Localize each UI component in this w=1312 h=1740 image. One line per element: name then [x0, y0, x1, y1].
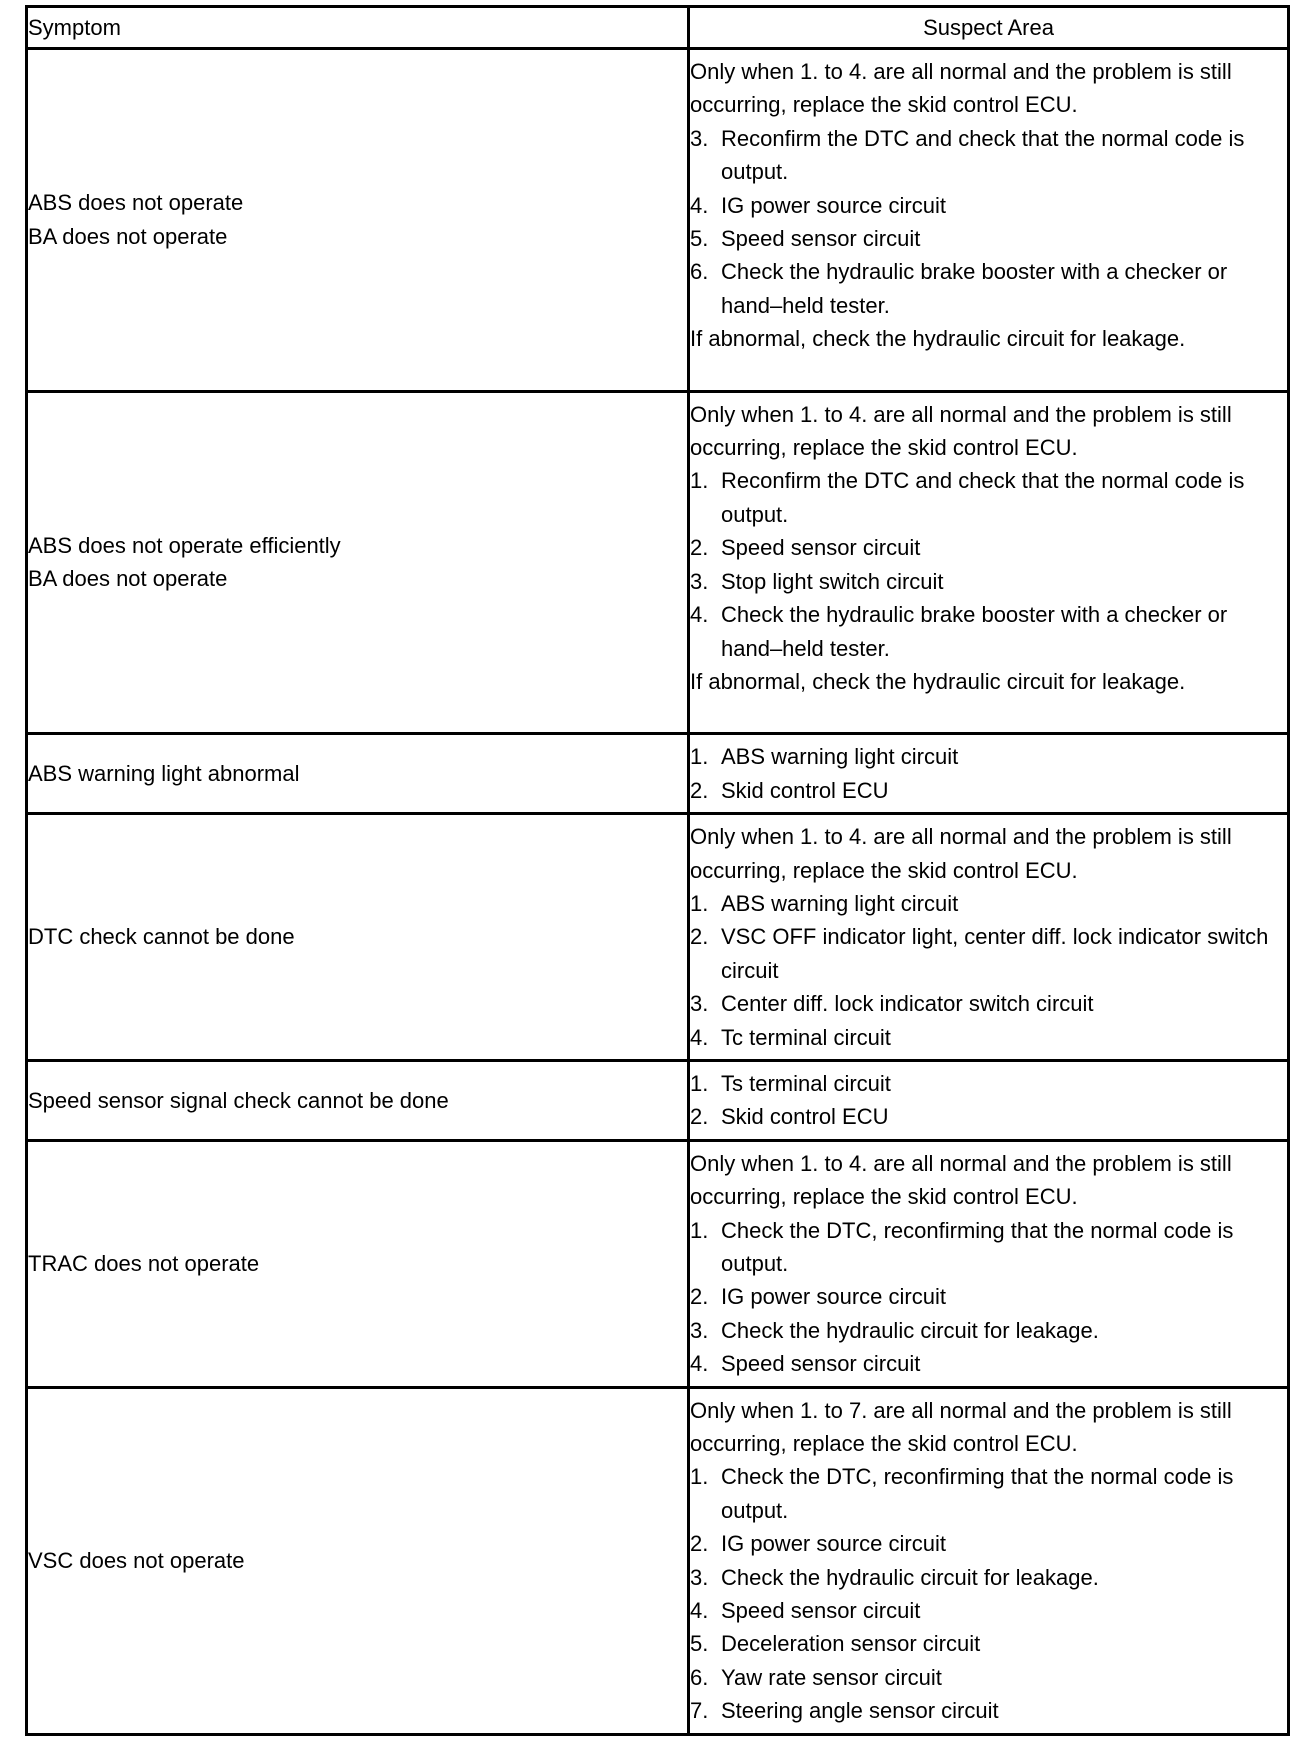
- suspect-area-cell: [689, 391, 1289, 734]
- suspect-list-item: [690, 1021, 1287, 1054]
- symptom-text: ABS does not operate efficiently: [28, 533, 341, 559]
- item-text: VSC OFF indicator light, center diff. lock indicator switch circuit: [721, 924, 1269, 983]
- suspect-area-content: [690, 1062, 1287, 1139]
- table-row: [27, 734, 1289, 814]
- suspect-area-cell: [689, 1140, 1289, 1387]
- suspect-list-item: [690, 1527, 1287, 1560]
- symptom-cell: [27, 814, 689, 1061]
- suspect-area-cell: [689, 814, 1289, 1061]
- suspect-list-item: [690, 1280, 1287, 1313]
- suspect-list-item: [690, 1661, 1287, 1694]
- suspect-list-item: [690, 122, 1287, 189]
- item-number: 2.: [690, 1104, 709, 1130]
- item-text: IG power source circuit: [721, 1531, 946, 1557]
- symptom-cell: [27, 1140, 689, 1387]
- suspect-list-item: [690, 887, 1287, 920]
- table-row: [27, 1140, 1289, 1387]
- item-text: Tc terminal circuit: [721, 1024, 891, 1050]
- item-number: 4.: [690, 1351, 709, 1377]
- suspect-list-item: [690, 598, 1287, 665]
- item-number: 1.: [690, 468, 709, 494]
- item-text: Stop light switch circuit: [721, 568, 944, 594]
- header-row: [27, 7, 1289, 49]
- item-text: Reconfirm the DTC and check that the normal code is output.: [721, 468, 1245, 527]
- symptom-text: ABS warning light abnormal: [28, 761, 300, 787]
- symptom-text: TRAC does not operate: [28, 1251, 260, 1276]
- item-text: Steering angle sensor circuit: [721, 1698, 999, 1724]
- symptom-cell: [27, 734, 689, 814]
- item-text: Speed sensor circuit: [721, 1598, 921, 1624]
- suspect-list-item: [690, 1067, 1287, 1100]
- suspect-list-item: [690, 1561, 1287, 1594]
- item-number: 6.: [690, 1664, 709, 1690]
- table-row: [27, 1387, 1289, 1734]
- table-body: [27, 49, 1289, 1735]
- table-row: [27, 1060, 1289, 1140]
- symptom-cell: [27, 391, 689, 734]
- item-text: Yaw rate sensor circuit: [721, 1664, 942, 1690]
- item-number: 5.: [690, 1631, 709, 1657]
- symptom-text: VSC does not operate: [28, 1547, 245, 1573]
- suspect-area-content: [690, 1389, 1287, 1733]
- symptom-text: ABS does not operate: [28, 190, 244, 216]
- symptom-text: BA does not operate: [28, 566, 228, 592]
- item-number: 4.: [690, 1598, 709, 1624]
- suspect-followup-note: If abnormal, check the hydraulic circuit for leakage.: [690, 668, 1186, 694]
- item-number: 1.: [690, 890, 709, 916]
- item-text: IG power source circuit: [721, 1284, 946, 1310]
- item-number: 3.: [690, 568, 709, 594]
- suspect-list-item: [690, 565, 1287, 598]
- item-text: Check the hydraulic brake booster with a checker or hand–held tester.: [721, 602, 1228, 661]
- table-row: [27, 814, 1289, 1061]
- suspect-list-item: [690, 255, 1287, 322]
- item-number: 7.: [690, 1698, 709, 1724]
- suspect-list-item: [690, 531, 1287, 564]
- item-text: Skid control ECU: [721, 1104, 889, 1130]
- suspect-area-content: [690, 735, 1287, 812]
- symptom-cell: [27, 1387, 689, 1734]
- suspect-note: Only when 1. to 4. are all normal and the problem is still occurring, replace the skid control ECU.: [690, 59, 1232, 118]
- item-text: Ts terminal circuit: [721, 1070, 891, 1096]
- suspect-list-item: [690, 222, 1287, 255]
- suspect-note: Only when 1. to 7. are all normal and the problem is still occurring, replace the skid control ECU.: [690, 1397, 1232, 1457]
- item-text: Skid control ECU: [721, 777, 889, 803]
- suspect-note: Only when 1. to 4. are all normal and the problem is still occurring, replace the skid control ECU.: [690, 824, 1232, 883]
- suspect-list-item: [690, 920, 1287, 987]
- suspect-area-content: [690, 815, 1287, 1059]
- table-row: [27, 391, 1289, 734]
- item-number: 3.: [690, 1317, 709, 1343]
- item-text: Speed sensor circuit: [721, 1351, 921, 1377]
- suspect-note: Only when 1. to 4. are all normal and the problem is still occurring, replace the skid control ECU.: [690, 1150, 1232, 1210]
- suspect-list-item: [690, 987, 1287, 1020]
- suspect-area-cell: [689, 734, 1289, 814]
- symptom-text: BA does not operate: [28, 223, 228, 249]
- suspect-list-item: [690, 1594, 1287, 1627]
- item-number: 6.: [690, 259, 709, 285]
- symptom-text: DTC check cannot be done: [28, 924, 295, 950]
- suspect-area-content: [690, 50, 1287, 390]
- troubleshooting-table: [25, 5, 1290, 1736]
- item-number: 3.: [690, 125, 709, 151]
- item-text: Check the hydraulic circuit for leakage.: [721, 1317, 1099, 1343]
- item-text: Speed sensor circuit: [721, 535, 921, 561]
- suspect-list-item: [690, 1314, 1287, 1347]
- suspect-list-item: [690, 464, 1287, 531]
- suspect-area-content: [690, 393, 1287, 733]
- suspect-list-item: [690, 1214, 1287, 1281]
- item-text: Check the hydraulic brake booster with a checker or hand–held tester.: [721, 259, 1228, 318]
- suspect-followup-note: If abnormal, check the hydraulic circuit for leakage.: [690, 326, 1186, 352]
- suspect-list-item: [690, 189, 1287, 222]
- symptom-header: Symptom: [27, 7, 689, 49]
- table-row: [27, 49, 1289, 392]
- item-number: 2.: [690, 1284, 709, 1310]
- suspect-note: Only when 1. to 4. are all normal and the problem is still occurring, replace the skid control ECU.: [690, 401, 1232, 461]
- suspect-list-item: [690, 774, 1287, 807]
- suspect-list-item: [690, 1627, 1287, 1660]
- item-number: 1.: [690, 1217, 709, 1243]
- item-number: 4.: [690, 192, 709, 218]
- item-number: 3.: [690, 1564, 709, 1590]
- item-text: Check the DTC, reconfirming that the normal code is output.: [721, 1464, 1234, 1523]
- symptom-text: Speed sensor signal check cannot be done: [28, 1087, 449, 1113]
- suspect-area-content: [690, 1142, 1287, 1386]
- suspect-list-item: [690, 1347, 1287, 1380]
- item-text: Center diff. lock indicator switch circuit: [721, 991, 1094, 1017]
- suspect-area-cell: [689, 49, 1289, 392]
- suspect-area-header: Suspect Area: [689, 7, 1289, 49]
- item-text: IG power source circuit: [721, 192, 946, 218]
- item-text: Speed sensor circuit: [721, 226, 921, 252]
- item-number: 3.: [690, 991, 709, 1017]
- item-number: 2.: [690, 777, 709, 803]
- item-text: Deceleration sensor circuit: [721, 1631, 981, 1657]
- item-text: Check the DTC, reconfirming that the normal code is output.: [721, 1217, 1234, 1276]
- suspect-area-cell: [689, 1387, 1289, 1734]
- item-number: 4.: [690, 1024, 709, 1050]
- item-text: Reconfirm the DTC and check that the normal code is output.: [721, 125, 1245, 185]
- item-number: 1.: [690, 1070, 709, 1096]
- item-number: 2.: [690, 1531, 709, 1557]
- item-number: 4.: [690, 602, 709, 628]
- symptom-cell: [27, 49, 689, 392]
- item-number: 2.: [690, 535, 709, 561]
- suspect-area-cell: [689, 1060, 1289, 1140]
- item-text: Check the hydraulic circuit for leakage.: [721, 1564, 1099, 1590]
- suspect-list-item: [690, 1100, 1287, 1133]
- symptom-cell: [27, 1060, 689, 1140]
- suspect-list-item: [690, 1694, 1287, 1727]
- item-text: ABS warning light circuit: [721, 890, 959, 916]
- item-text: ABS warning light circuit: [721, 744, 959, 770]
- item-number: 1.: [690, 744, 709, 770]
- suspect-list-item: [690, 1460, 1287, 1527]
- item-number: 1.: [690, 1464, 709, 1490]
- item-number: 5.: [690, 226, 709, 252]
- item-number: 2.: [690, 924, 709, 950]
- suspect-list-item: [690, 740, 1287, 773]
